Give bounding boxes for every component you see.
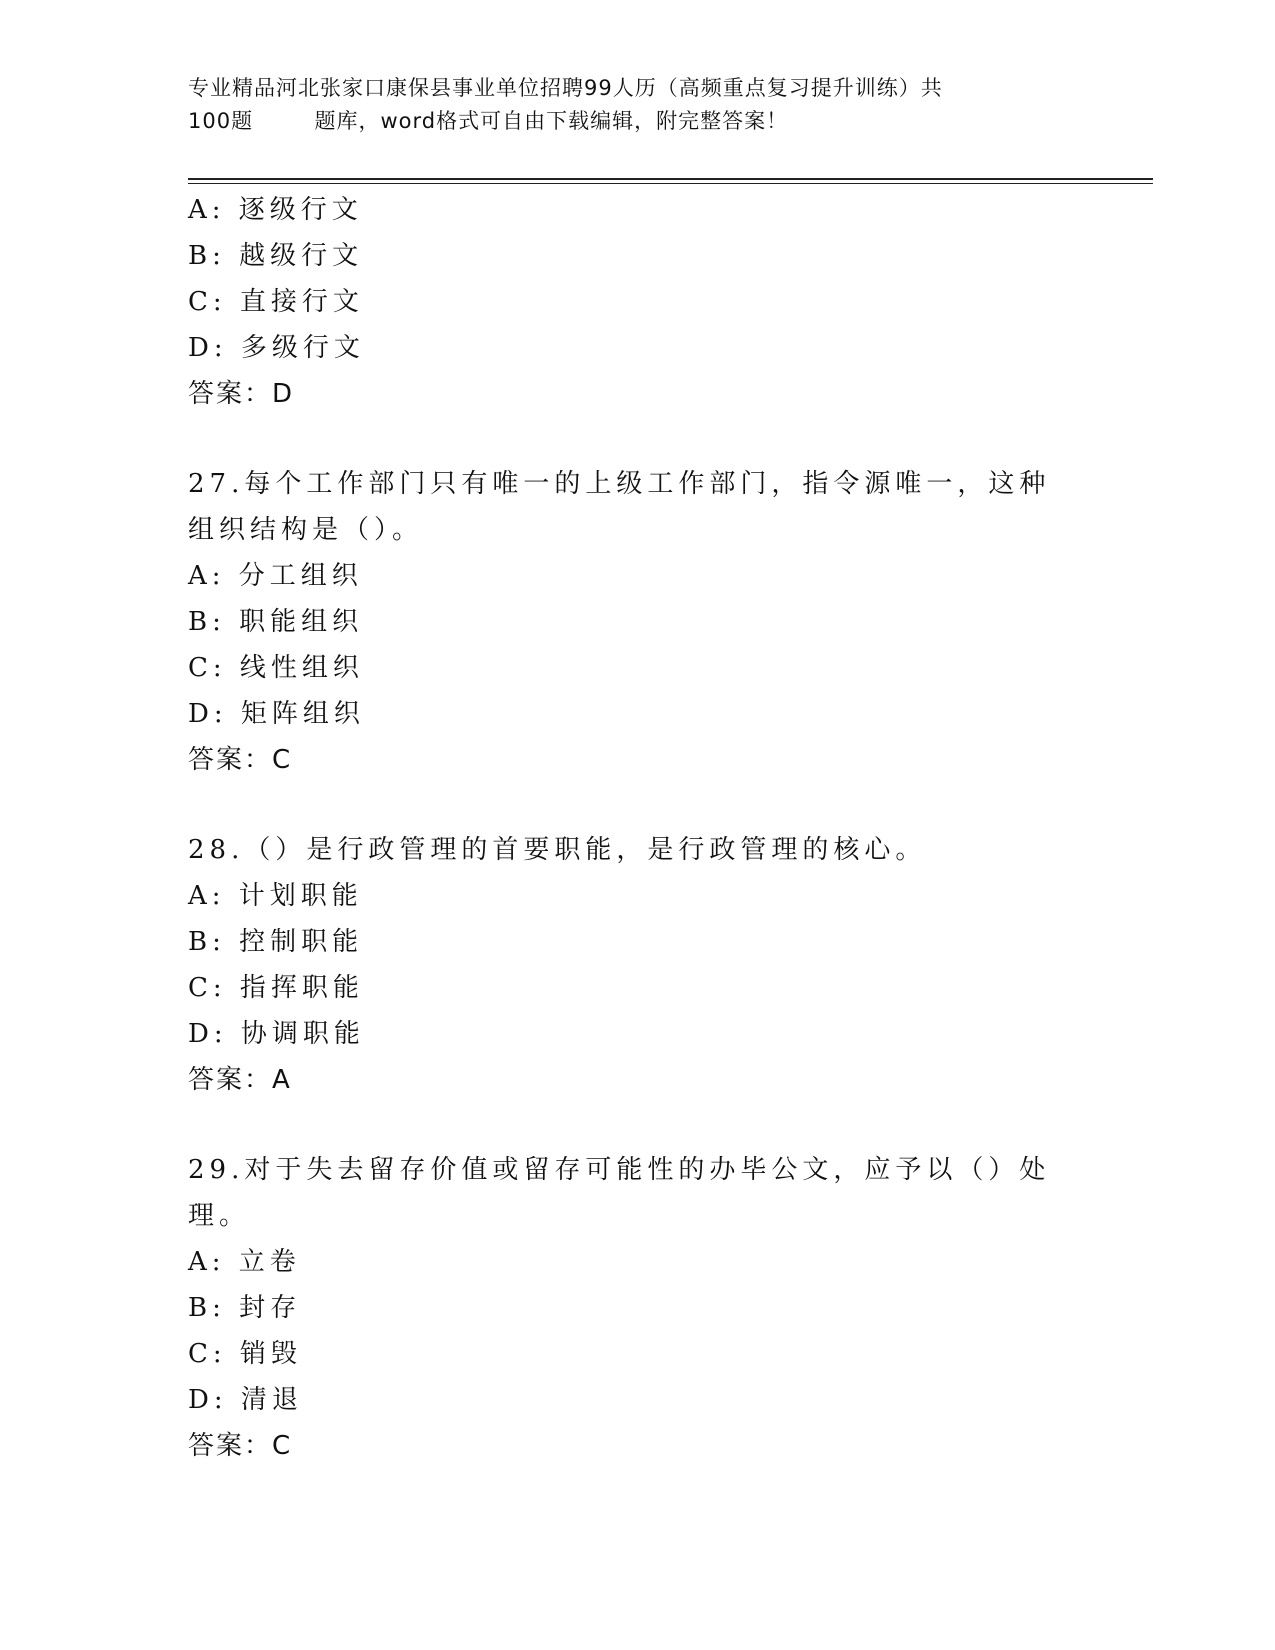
spacer <box>188 417 1088 461</box>
header-divider-thick <box>188 178 1153 180</box>
answer-line: 答案：C <box>188 745 293 775</box>
option-b: B: 控制职能 <box>188 927 364 957</box>
option-c: C: 指挥职能 <box>188 973 364 1003</box>
question-block-29 <box>188 1147 1088 1469</box>
question-block-27 <box>188 461 1088 783</box>
option-a: A: 立卷 <box>188 1247 301 1277</box>
question-block-26 <box>188 187 1088 417</box>
option-d: D: 协调职能 <box>188 1019 365 1049</box>
question-list <box>188 187 1088 1469</box>
question-stem: 27.每个工作部门只有唯一的上级工作部门，指令源唯一，这种组织结构是（）。 <box>188 469 1051 545</box>
option-b: B: 职能组织 <box>188 607 364 637</box>
option-b: B: 越级行文 <box>188 241 364 271</box>
question-stem: 29.对于失去留存价值或留存可能性的办毕公文，应予以（）处理。 <box>188 1155 1051 1231</box>
option-d: D: 多级行文 <box>188 333 365 363</box>
option-c: C: 线性组织 <box>188 653 364 683</box>
header-title-line1: 专业精品河北张家口康保县事业单位招聘99人历（高频重点复习提升训练）共 <box>188 76 943 100</box>
answer-line: 答案：C <box>188 1431 293 1461</box>
answer-line: 答案：A <box>188 1065 292 1095</box>
spacer <box>188 1103 1088 1147</box>
question-block-28 <box>188 827 1088 1103</box>
option-a: A: 逐级行文 <box>188 195 363 225</box>
header-title-line2: 100题 题库，word格式可自由下载编辑，附完整答案！ <box>188 109 789 133</box>
option-d: D: 矩阵组织 <box>188 699 365 729</box>
answer-line: 答案：D <box>188 379 295 409</box>
question-stem: 28.（）是行政管理的首要职能，是行政管理的核心。 <box>188 835 927 865</box>
option-c: C: 直接行文 <box>188 287 364 317</box>
option-b: B: 封存 <box>188 1293 302 1323</box>
header-divider-thin <box>188 183 1153 184</box>
option-c: C: 销毁 <box>188 1339 302 1369</box>
document-header <box>188 72 1068 138</box>
option-a: A: 分工组织 <box>188 561 363 591</box>
option-d: D: 清退 <box>188 1385 303 1415</box>
option-a: A: 计划职能 <box>188 881 363 911</box>
spacer <box>188 783 1088 827</box>
